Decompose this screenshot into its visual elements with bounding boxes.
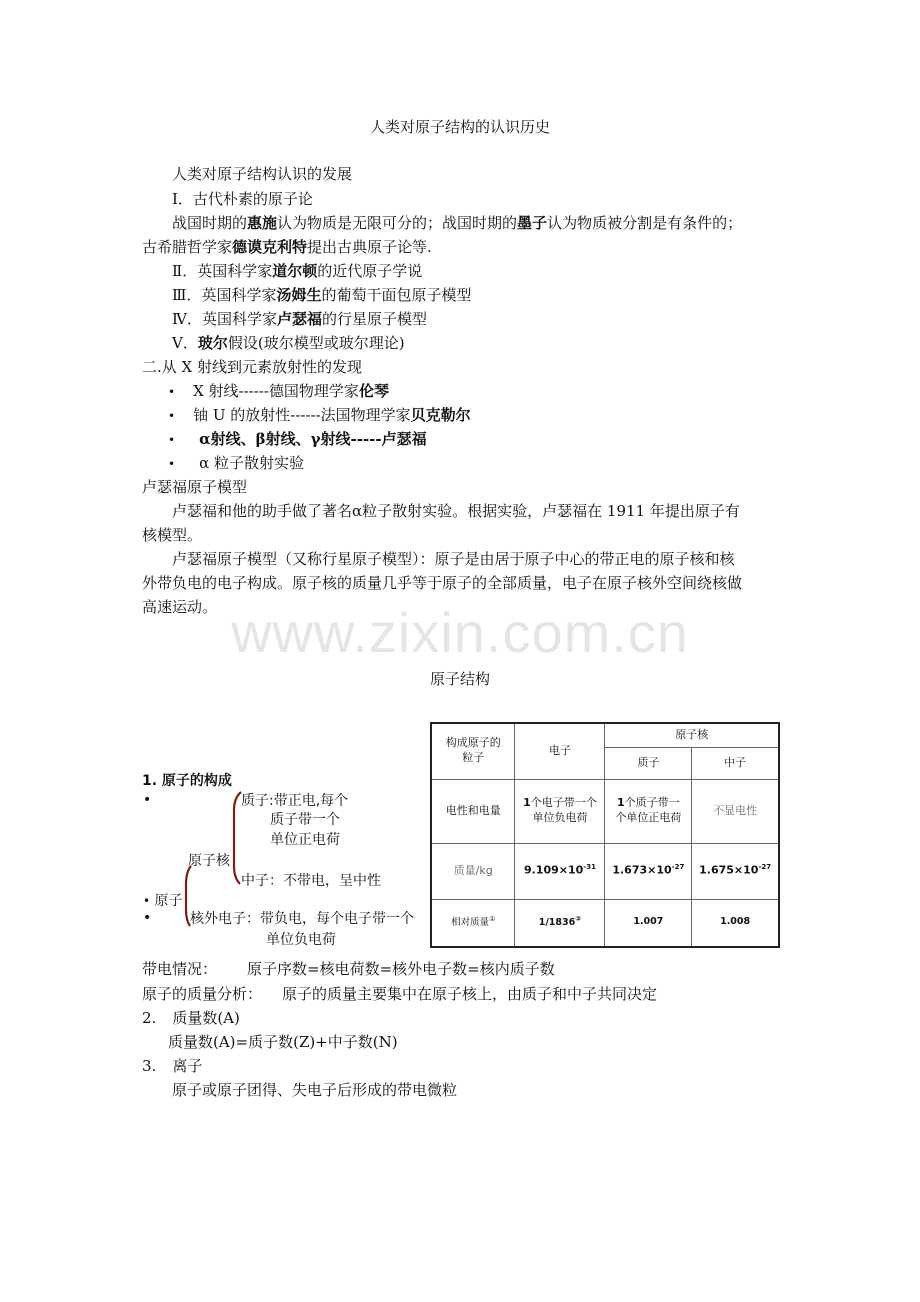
neutron-relative-mass: 1.008	[692, 899, 779, 947]
header-nucleus: 原子核	[605, 723, 779, 747]
item-ii: Ⅱ．英国科学家道尔顿的近代原子学说	[172, 262, 423, 280]
item-i: Ⅰ．古代朴素的原子论	[172, 190, 313, 208]
bullet-item: • 铀 U 的放射性------法国物理学家贝克勒尔	[168, 406, 471, 424]
bullet-item: • X 射线------德国物理学家伦琴	[168, 382, 389, 400]
mass-analysis-line: 原子的质量分析： 原子的质量主要集中在原子核上，由质子和中子共同决定	[142, 985, 658, 1003]
diagram-heading: 1. 原子的构成	[142, 773, 232, 789]
atom-brace	[186, 866, 191, 926]
bullet-item: • α射线、β射线、γ射线-----卢瑟福	[168, 430, 427, 448]
item-iv: Ⅳ．英国科学家卢瑟福的行星原子模型	[172, 310, 428, 328]
rutherford-heading: 卢瑟福原子模型	[142, 478, 248, 496]
item2-formula: 质量数(A)=质子数(Z)+中子数(N)	[168, 1033, 398, 1051]
charge-line: 带电情况： 原子序数=核电荷数=核外电子数=核内质子数	[142, 960, 555, 978]
proton-desc-line2: 质子带一个	[270, 812, 340, 828]
section1-heading: 人类对原子结构认识的发展	[172, 165, 353, 183]
proton-mass: $1.673\times 10^{-27}$	[605, 843, 692, 899]
proton-relative-mass: 1.007	[605, 899, 692, 947]
paragraph-line: 高速运动。	[142, 598, 218, 616]
paragraph-line: 外带负电的电子构成。原子核的质量几乎等于原子的全部质量，电子在原子核外空间绕核做	[142, 574, 743, 592]
bullet-mark: •	[143, 910, 152, 926]
item-i-text-line2: 古希腊哲学家德谟克利特提出古典原子论等.	[142, 238, 432, 256]
row-label-relative-mass: 相对质量①	[431, 899, 515, 947]
header-neutron: 中子	[692, 747, 779, 779]
page-title: 人类对原子结构的认识历史	[369, 118, 550, 136]
bullet-item: • α 粒子散射实验	[168, 454, 304, 472]
particle-table	[430, 722, 780, 948]
item-iii: Ⅲ．英国科学家汤姆生的葡萄干面包原子模型	[172, 286, 472, 304]
neutron-mass: $1.675\times 10^{-27}$	[692, 843, 779, 899]
table-corner-cell: 构成原子的 粒子	[431, 723, 515, 779]
item2-heading: 2. 质量数(A)	[142, 1009, 240, 1027]
electron-mass: $9.109\times 10^{-31}$	[515, 843, 605, 899]
bullet-mark: •	[143, 792, 152, 808]
section2-heading: 二.从 X 射线到元素放射性的发现	[142, 358, 362, 376]
item-i-text-line1: 战国时期的惠施认为物质是无限可分的；战国时期的墨子认为物质被分割是有条件的；	[172, 214, 743, 232]
neutron-desc: 中子：不带电，呈中性	[241, 873, 381, 889]
item-v: Ⅴ．玻尔假设(玻尔模型或玻尔理论)	[172, 334, 405, 352]
proton-desc-line3: 单位正电荷	[270, 832, 340, 848]
paragraph-line: 卢瑟福和他的助手做了著名α粒子散射实验。根据实验，卢瑟福在 1911 年提出原子有	[172, 502, 740, 520]
electron-desc-line1: 核外电子：带负电，每个电子带一个	[190, 911, 414, 927]
header-proton: 质子	[605, 747, 692, 779]
proton-desc-line1: 质子:带正电,每个	[241, 793, 349, 809]
nucleus-brace	[234, 792, 241, 884]
item3-heading: 3. 离子	[142, 1057, 203, 1075]
neutron-charge: 不显电性	[692, 779, 779, 843]
diagram-braces	[180, 785, 250, 935]
atom-label: • 原子	[143, 893, 183, 909]
electron-relative-mass: 1/1836②	[515, 899, 605, 947]
electron-charge: 1个电子带一个 单位负电荷	[515, 779, 605, 843]
item3-text: 原子或原子团得、失电子后形成的带电微粒	[172, 1081, 458, 1099]
header-electron: 电子	[515, 723, 605, 779]
row-label-mass: 质量/kg	[431, 843, 515, 899]
paragraph-line: 核模型。	[142, 526, 203, 544]
watermark: www.zixin.com.cn	[231, 601, 689, 664]
structure-title: 原子结构	[429, 670, 490, 688]
electron-desc-line2: 单位负电荷	[266, 932, 336, 948]
proton-charge: 1个质子带一 个单位正电荷	[605, 779, 692, 843]
row-label-charge: 电性和电量	[431, 779, 515, 843]
nucleus-label: 原子核	[188, 853, 230, 869]
paragraph-line: 卢瑟福原子模型（又称行星原子模型）：原子是由居于原子中心的带正电的原子核和核	[172, 550, 735, 568]
